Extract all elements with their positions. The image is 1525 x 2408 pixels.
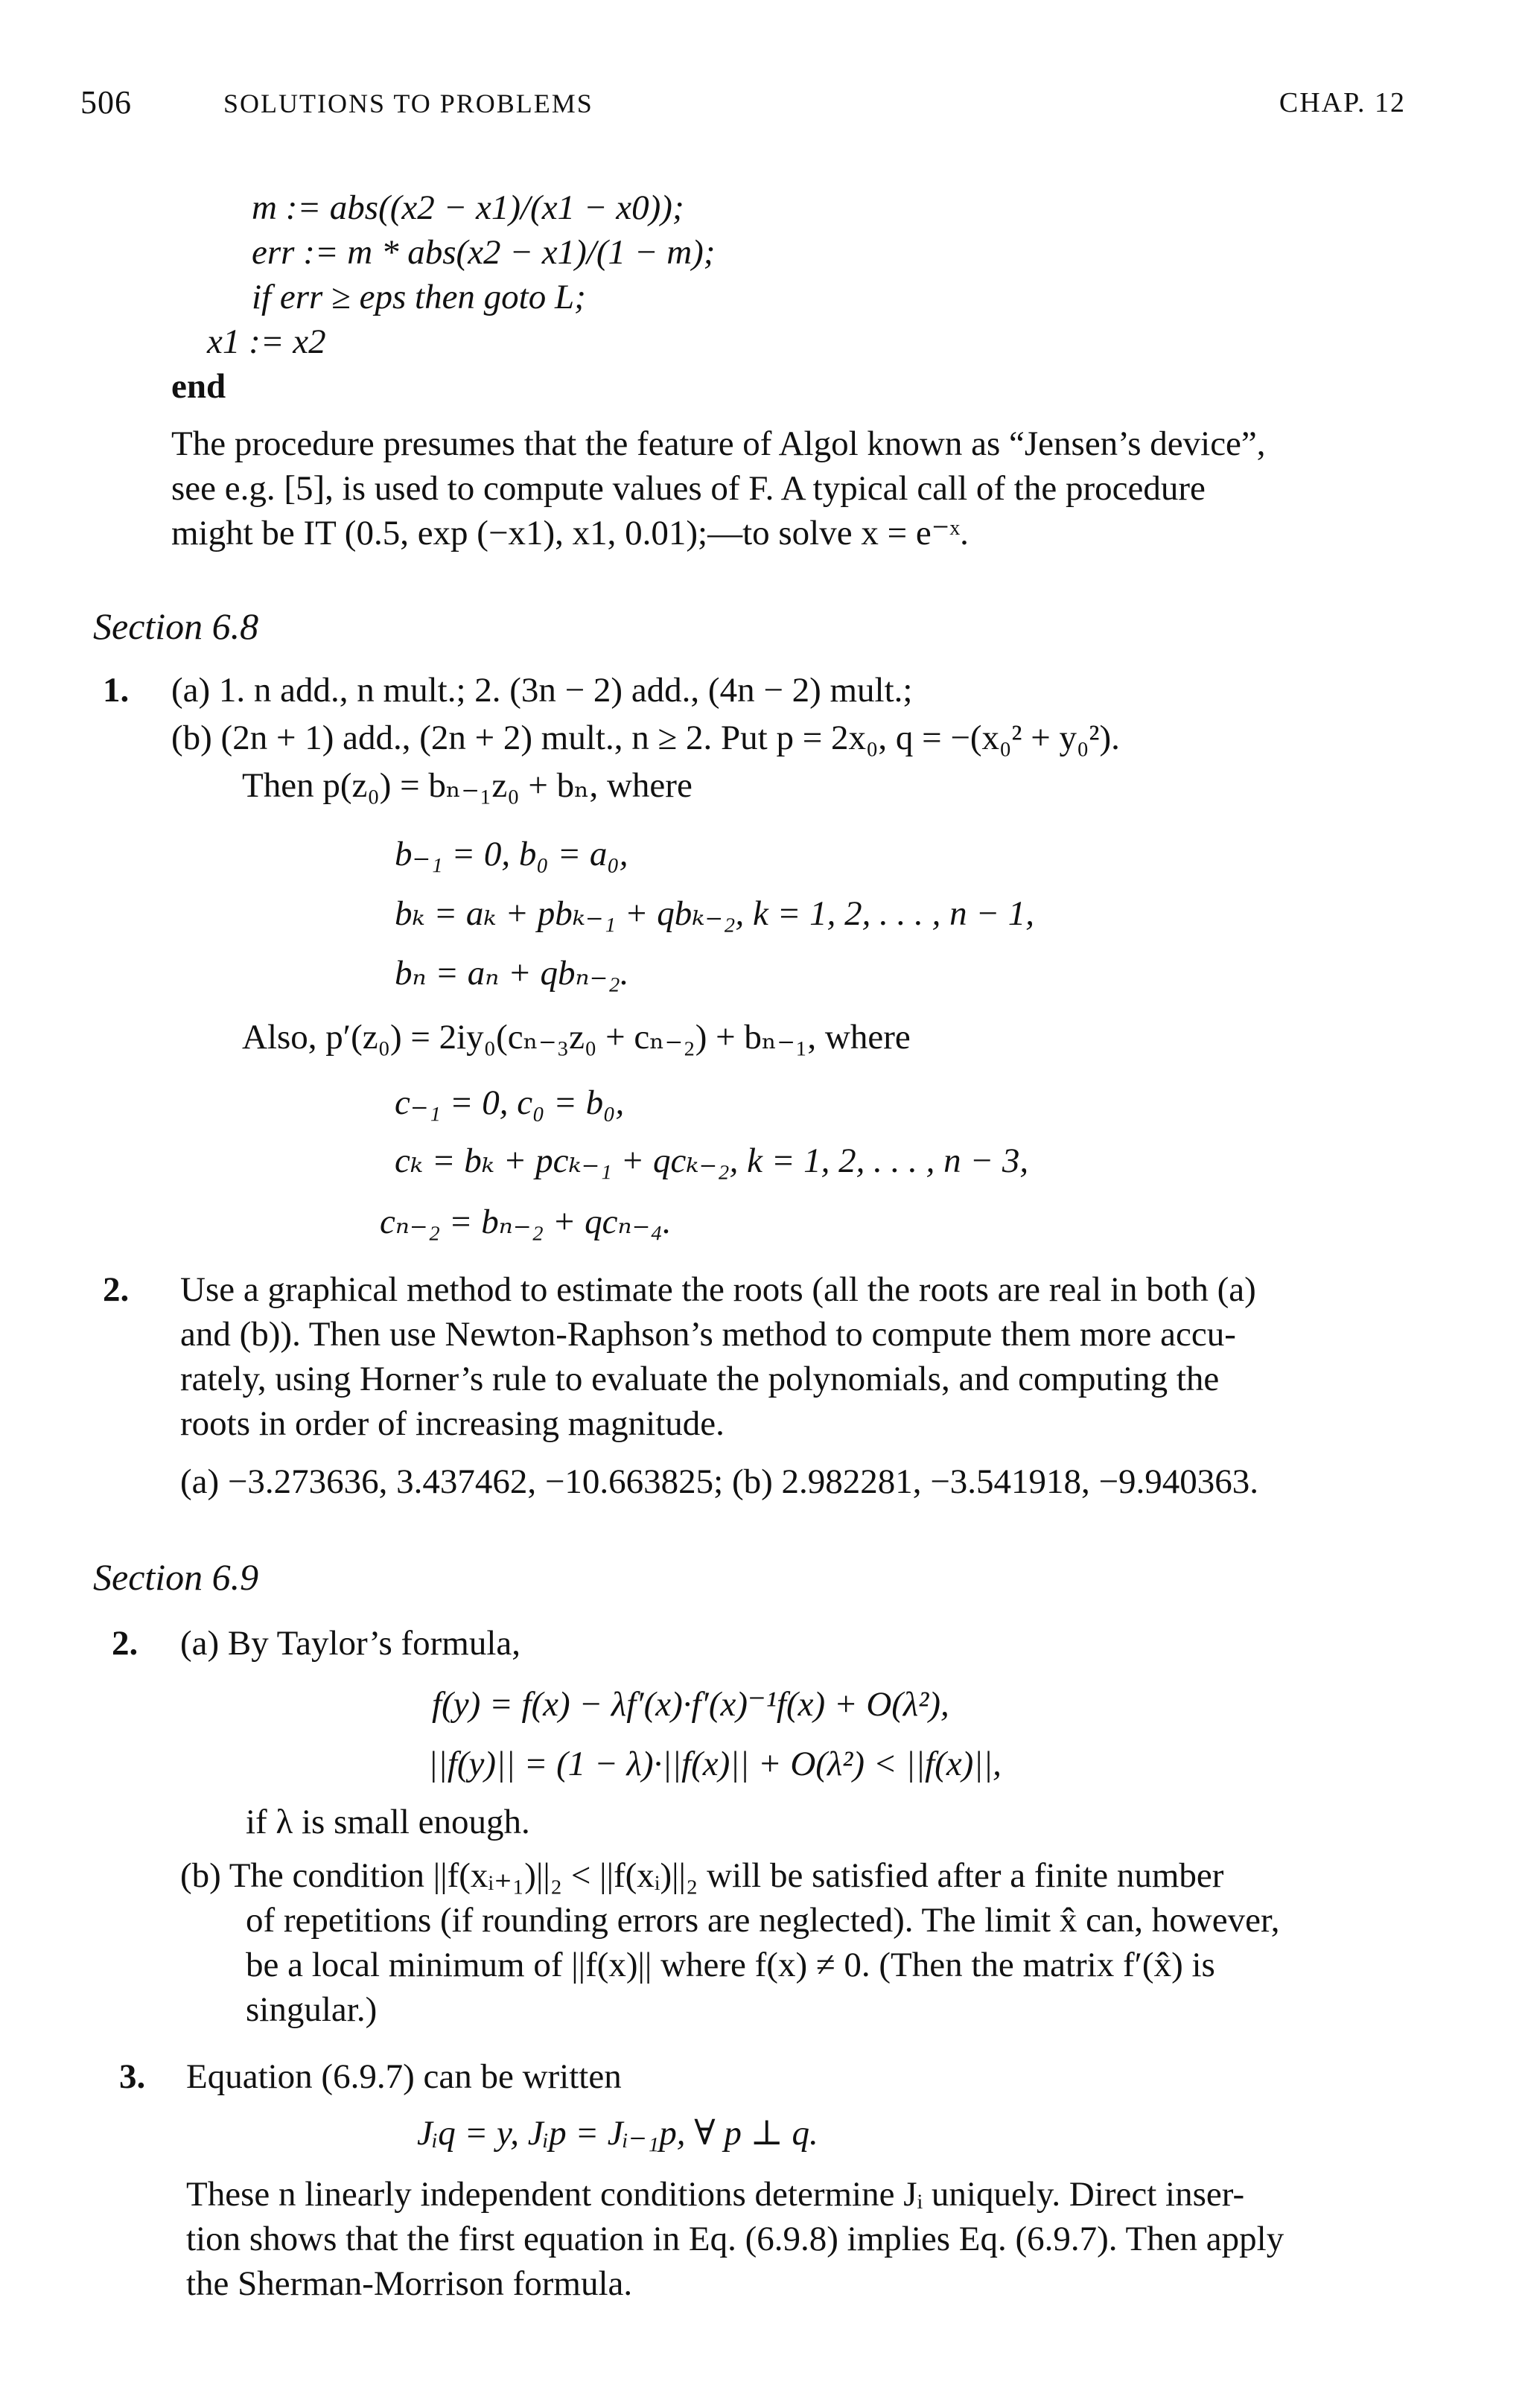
problem-3-line-2: These n linearly independent conditions determine Jᵢ uniquely. Direct inser- — [186, 2175, 1245, 2214]
intro-line-2: see e.g. [5], is used to compute values of F. A typical call of the procedure — [171, 469, 1206, 508]
equation: cₖ = bₖ + pcₖ₋₁ + qcₖ₋₂, k = 1, 2, . . . , n − 3, — [395, 1141, 1029, 1180]
equation: bₙ = aₙ + qbₙ₋₂. — [395, 954, 629, 993]
code-line-2: err := m * abs(x2 − x1)/(1 − m); — [252, 233, 716, 272]
equation: bₖ = aₖ + pbₖ₋₁ + qbₖ₋₂, k = 1, 2, . . . , n − 1, — [395, 894, 1035, 933]
problem-2-part-b-line-3: be a local minimum of ||f(x)|| where f(x) ≠ 0. (Then the matrix f′(x̂) is — [246, 1946, 1215, 1984]
problem-3-line-4: the Sherman-Morrison formula. — [186, 2264, 633, 2303]
chapter-label: CHAP. 12 — [1279, 87, 1406, 118]
problem-2-part-b-line-4: singular.) — [246, 1990, 378, 2029]
problem-1-part-a: (a) 1. n add., n mult.; 2. (3n − 2) add., (4n − 2) mult.; — [171, 671, 913, 710]
running-title: SOLUTIONS TO PROBLEMS — [223, 89, 593, 118]
section-heading-6-9: Section 6.9 — [93, 1556, 259, 1598]
problem-2-line-1: Use a graphical method to estimate the roots (all the roots are real in both (a) — [180, 1270, 1256, 1309]
problem-2-line-3: rately, using Horner’s rule to evaluate the polynomials, and computing the — [180, 1360, 1220, 1398]
section-heading-6-8: Section 6.8 — [93, 605, 259, 647]
equation: c₋₁ = 0, c₀ = b₀, — [395, 1083, 625, 1122]
page-number: 506 — [80, 84, 132, 121]
code-line-end: end — [171, 367, 226, 406]
problem-2-answers: (a) −3.273636, 3.437462, −10.663825; (b) 2.982281, −3.541918, −9.940363. — [180, 1462, 1259, 1501]
problem-1-part-b: (b) (2n + 1) add., (2n + 2) mult., n ≥ 2. Put p = 2x₀, q = −(x₀² + y₀²). — [171, 719, 1120, 757]
intro-line-1: The procedure presumes that the feature of Algol known as “Jensen’s device”, — [171, 424, 1266, 463]
code-line-1: m := abs((x2 − x1)/(x1 − x0)); — [252, 188, 684, 227]
problem-2-part-b-line-1: (b) The condition ||f(xᵢ₊₁)||₂ < ||f(xᵢ)||₂ will be satisfied after a finite number — [180, 1856, 1224, 1895]
problem-number: 1. — [103, 671, 130, 710]
equation: Jᵢq = y, Jᵢp = Jᵢ₋₁p, ∀ p ⊥ q. — [417, 2114, 818, 2153]
problem-number: 2. — [112, 1624, 139, 1663]
problem-number: 3. — [119, 2057, 146, 2096]
code-line-3: if err ≥ eps then goto L; — [252, 278, 586, 316]
equation: cₙ₋₂ = bₙ₋₂ + qcₙ₋₄. — [380, 1203, 672, 1241]
problem-number: 2. — [103, 1270, 130, 1309]
equation: f(y) = f(x) − λf′(x)·f′(x)⁻¹f(x) + O(λ²), — [432, 1685, 949, 1724]
problem-2-line-2: and (b)). Then use Newton-Raphson’s method to compute them more accu- — [180, 1315, 1236, 1354]
code-line-4: x1 := x2 — [207, 322, 326, 361]
equation: ||f(y)|| = (1 − λ)·||f(x)|| + O(λ²) < ||f(x)||, — [428, 1745, 1002, 1783]
intro-line-3: might be IT (0.5, exp (−x1), x1, 0.01);—to solve x = e⁻ˣ. — [171, 514, 969, 552]
problem-2-if: if λ is small enough. — [246, 1803, 530, 1841]
problem-2-line-4: roots in order of increasing magnitude. — [180, 1404, 725, 1443]
problem-2-part-a: (a) By Taylor’s formula, — [180, 1624, 521, 1663]
problem-1-then: Then p(z₀) = bₙ₋₁z₀ + bₙ, where — [242, 766, 693, 805]
equation: b₋₁ = 0, b₀ = a₀, — [395, 835, 628, 873]
problem-3-line-3: tion shows that the first equation in Eq. (6.9.8) implies Eq. (6.9.7). Then apply — [186, 2220, 1284, 2258]
problem-2-part-b-line-2: of repetitions (if rounding errors are neglected). The limit x̂ can, however, — [246, 1901, 1280, 1940]
problem-1-also: Also, p′(z₀) = 2iy₀(cₙ₋₃z₀ + cₙ₋₂) + bₙ₋₁, where — [242, 1018, 911, 1057]
problem-3-line-1: Equation (6.9.7) can be written — [186, 2057, 622, 2096]
